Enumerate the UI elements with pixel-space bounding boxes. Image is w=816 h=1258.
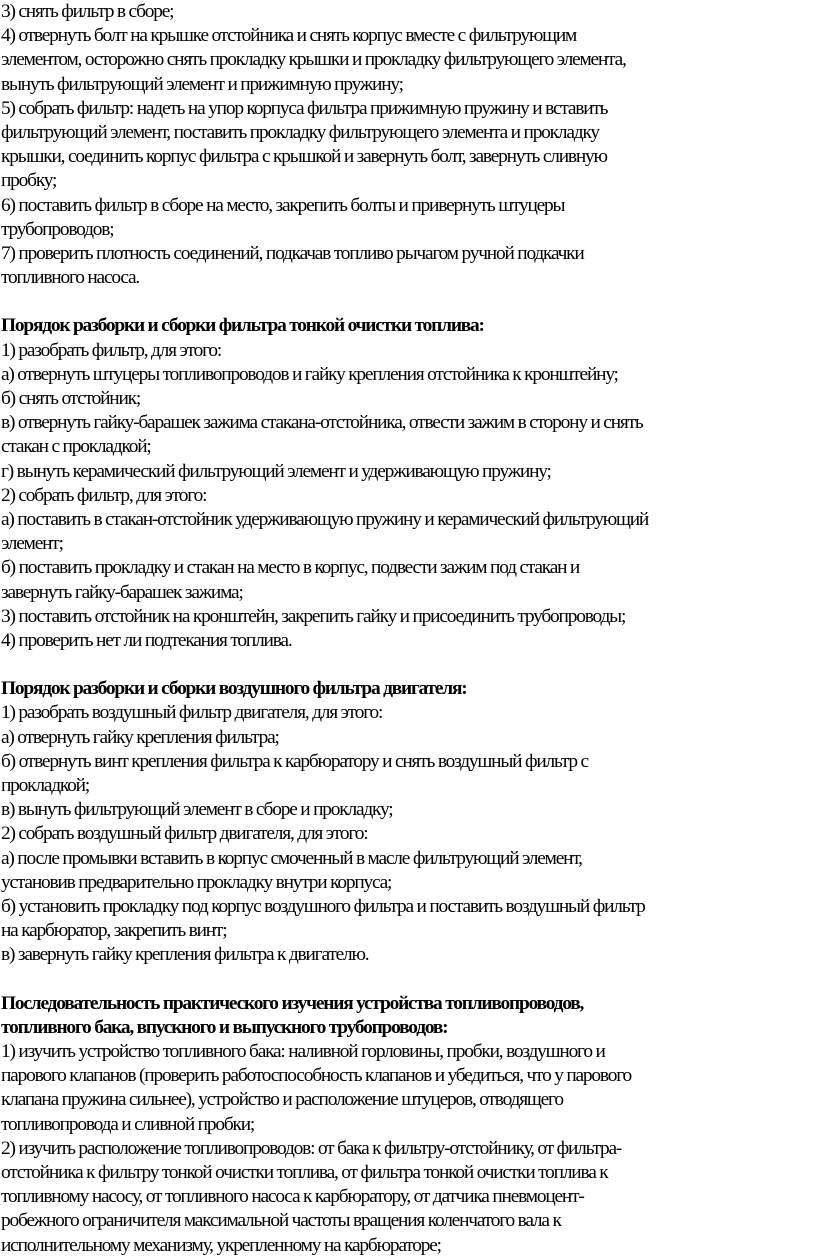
text-line: 1) изучить устройство топливного бака: наливной горловины, пробки, воздушного и: [1, 1041, 605, 1063]
text-line: 7) проверить плотность соединений, подкачав топливо рычагом ручной подкачки: [1, 242, 584, 264]
text-line: а) после промывки вставить в корпус смоченный в масле фильтрующий элемент,: [1, 847, 582, 869]
section-heading-line: Порядок разборки и сборки фильтра тонкой очистки топлива:: [1, 315, 484, 337]
text-line: пробку;: [1, 170, 57, 192]
text-line: б) отвернуть винт крепления фильтра к карбюратору и снять воздушный фильтр с: [1, 750, 588, 772]
text-line: а) отвернуть гайку крепления фильтра;: [1, 726, 279, 748]
blank-line: [1, 290, 816, 314]
text-line: 4) отвернуть болт на крышке отстойника и снять корпус вместе с фильтрующим: [1, 25, 577, 47]
text-line: а) поставить в стакан-отстойник удерживающую пружину и керамический фильтрующий: [1, 508, 649, 530]
blank-line: [1, 968, 816, 992]
text-line: вынуть фильтрующий элемент и прижимную пружину;: [1, 73, 403, 95]
text-line: элемент;: [1, 533, 63, 555]
text-line: клапана пружина сильнее), устройство и расположение штуцеров, отводящего: [1, 1089, 563, 1111]
text-line: 3) поставить отстойник на кронштейн, закрепить гайку и присоединить трубопроводы;: [1, 605, 626, 627]
text-line: крышки, соединить корпус фильтра с крышкой и завернуть болт, завернуть сливную: [1, 146, 607, 168]
section-heading-line: Последовательность практического изучения устройства топливопроводов,: [1, 992, 584, 1014]
text-line: топливного насоса.: [1, 267, 140, 289]
text-line: отстойника к фильтру тонкой очистки топлива, от фильтра тонкой очистки топлива к: [1, 1162, 608, 1183]
text-line: парового клапанов (проверить работоспособность клапанов и убедиться, что у парового: [1, 1065, 632, 1087]
blank-line: [1, 653, 816, 677]
text-line: 6) поставить фильтр в сборе на место, закрепить болты и привернуть штуцеры: [1, 194, 565, 216]
text-line: элементом, осторожно снять прокладку крышки и прокладку фильтрующего элемента,: [1, 49, 626, 71]
text-line: прокладкой;: [1, 775, 90, 796]
text-line: в) завернуть гайку крепления фильтра к двигателю.: [1, 944, 369, 966]
section-heading-line: Порядок разборки и сборки воздушного фильтра двигателя:: [1, 678, 467, 700]
text-line: топливопровода и сливной пробки;: [1, 1113, 255, 1135]
text-line: б) поставить прокладку и стакан на место в корпус, подвести зажим под стакан и: [1, 557, 580, 579]
text-line: 1) разобрать фильтр, для этого:: [1, 339, 222, 361]
text-line: б) снять отстойник;: [1, 388, 141, 409]
text-line: 5) собрать фильтр: надеть на упор корпуса фильтра прижимную пружину и вставить: [1, 97, 608, 119]
text-line: трубопроводов;: [1, 218, 114, 240]
text-line: 4) проверить нет ли подтекания топлива.: [1, 629, 292, 651]
text-line: стакан с прокладкой;: [1, 436, 151, 458]
text-line: 2) собрать воздушный фильтр двигателя, для этого:: [1, 823, 368, 845]
text-line: в) отвернуть гайку-барашек зажима стакана-отстойника, отвести зажим в сторону и снять: [1, 412, 643, 434]
text-line: а) отвернуть штуцеры топливопроводов и гайку крепления отстойника к кронштейну;: [1, 363, 618, 385]
text-line: г) вынуть керамический фильтрующий элемент и удерживающую пружину;: [1, 460, 551, 482]
text-line: фильтрующий элемент, поставить прокладку фильтрующего элемента и прокладку: [1, 121, 599, 143]
text-line: завернуть гайку-барашек зажима;: [1, 581, 243, 603]
text-line: 2) собрать фильтр, для этого:: [1, 484, 207, 506]
text-line: 1) разобрать воздушный фильтр двигателя, для этого:: [1, 702, 383, 724]
text-line: установив предварительно прокладку внутри корпуса;: [1, 871, 392, 893]
text-line: робежного ограничителя максимальной частоты вращения коленчатого вала к: [1, 1210, 561, 1232]
section-heading-line: топливного бака, впускного и выпускного трубопроводов:: [1, 1016, 448, 1038]
text-line: топливному насосу, от топливного насоса к карбюратору, от датчика пневмоцент-: [1, 1186, 584, 1208]
text-line: исполнительному механизму, укрепленному на карбюраторе;: [1, 1234, 441, 1256]
text-line: на карбюратор, закрепить винт;: [1, 920, 227, 942]
text-line: в) вынуть фильтрующий элемент в сборе и прокладку;: [1, 799, 393, 821]
text-line: б) установить прокладку под корпус воздушного фильтра и поставить воздушный фильтр: [1, 895, 645, 917]
text-line: 2) изучить расположение топливопроводов: от бака к фильтру-отстойнику, от фильтра-: [1, 1137, 622, 1159]
text-line: 3) снять фильтр в сборе;: [1, 1, 174, 22]
